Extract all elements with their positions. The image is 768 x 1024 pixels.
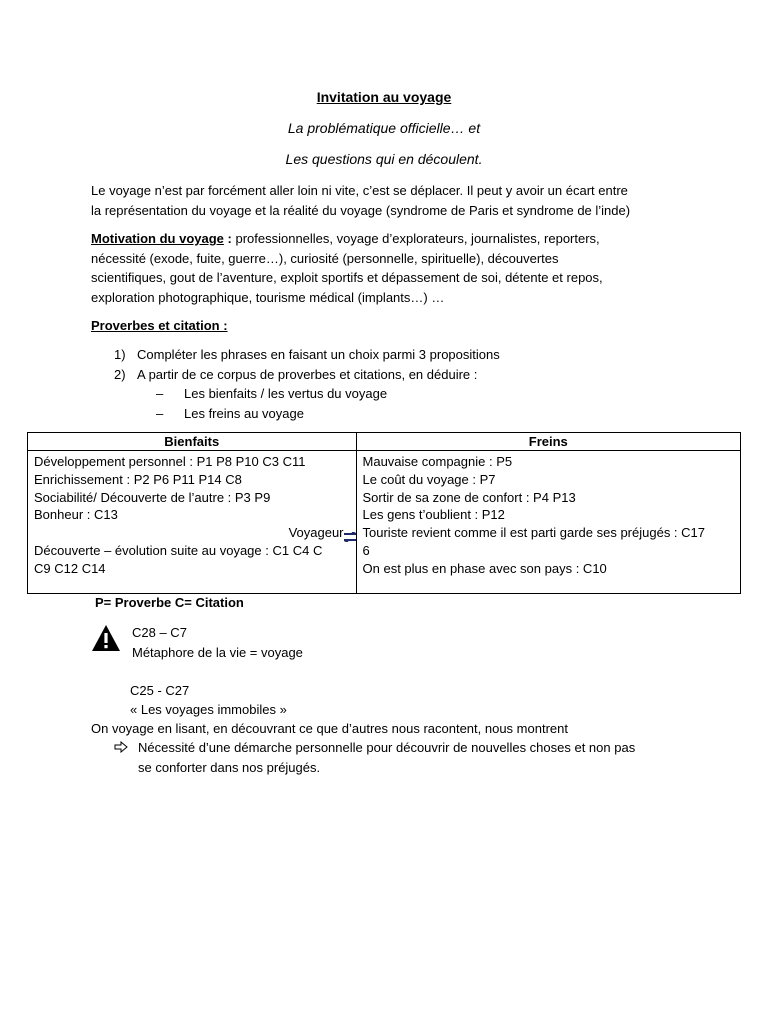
warning-line: C28 – C7 [132,625,187,640]
motivation-paragraph [91,229,691,307]
frein-item: 6 [362,542,370,558]
table-row [28,451,741,594]
motivation-text: professionnelles, voyage d’explorateurs, journalistes, reporters, [235,231,600,246]
voyageur-label: Voyageur [288,525,344,541]
bienfait-item: C9 C12 C14 [34,560,106,576]
motivation-sep: : [223,231,236,246]
frein-item: Sortir de sa zone de confort : P4 P13 [362,489,576,505]
arrow-line: se conforter dans nos préjugés. [138,759,321,775]
legend-text: P= Proverbe C= Citation [95,595,244,610]
proverbes-heading: Proverbes et citation : [91,318,228,333]
subtitle-questions: Les questions qui en découlent. [285,151,483,167]
motivation-line: exploration photographique, tourisme médical (implants…) … [91,289,445,305]
bienfaits-freins-table [27,432,741,594]
list-item [156,404,656,424]
column-header-bienfaits: Bienfaits [28,433,357,451]
conclusion-arrow-item [114,738,694,777]
arrow-text [138,738,635,777]
bienfait-item: Sociabilité/ Découverte de l’autre : P3 P9 [34,489,271,505]
arrow-right-icon [114,738,138,777]
citation-title: « Les voyages immobiles » [130,702,287,717]
frein-item: On est plus en phase avec son pays : C10 [362,560,607,576]
freins-cell [356,451,740,594]
conclusion-line: On voyage en lisant, en découvrant ce que d’autres nous racontent, nous montrent [91,721,568,736]
motivation-label: Motivation du voyage [91,231,224,246]
warning-icon [91,624,121,652]
bienfait-item: Enrichissement : P2 P6 P11 P14 C8 [34,471,242,487]
list-item [156,384,656,404]
list-text: Compléter les phrases en faisant un choix parmi 3 propositions [137,347,500,362]
page-title: Invitation au voyage [316,89,452,105]
bienfaits-cell [28,451,357,594]
dash-bullet: – [156,386,164,401]
frein-item: Mauvaise compagnie : P5 [362,454,513,469]
table-header-row [28,433,741,451]
voyages-immobiles-block [130,681,287,719]
warning-note [132,623,303,662]
motivation-line [91,229,691,249]
frein-item: Le coût du voyage : P7 [362,471,496,487]
bienfait-item: Développement personnel : P1 P8 P10 C3 C11 [34,454,306,469]
bienfait-item: Bonheur : C13 [34,507,118,523]
intro-line: Le voyage n’est par forcément aller loin ni vite, c’est se déplacer. Il peut y avoir un écart entre [91,183,628,198]
motivation-line: nécessité (exode, fuite, guerre…), curiosité (personnelle, spirituelle), découvertes [91,250,559,266]
subtitle-problematique: La problématique officielle… et [287,120,481,136]
frein-item: Les gens t’oublient : P12 [362,507,505,523]
arrow-line: Nécessité d’une démarche personnelle pour découvrir de nouvelles choses et non pas [138,740,636,755]
bienfait-item [34,524,356,542]
task-list [114,345,714,384]
list-number: 2) [114,366,126,382]
list-text: A partir de ce corpus de proverbes et citations, en déduire : [137,366,478,382]
intro-paragraph [91,181,691,220]
frein-item: Touriste revient comme il est parti garde ses préjugés : C17 [362,525,706,541]
swap-arrows-icon [344,529,356,539]
bienfait-item: Découverte – évolution suite au voyage : C1 C4 C [34,542,323,558]
column-header-freins: Freins [356,433,740,451]
list-text: Les bienfaits / les vertus du voyage [184,386,388,401]
dash-bullet: – [156,405,164,421]
citation-ref: C25 - C27 [130,683,190,698]
warning-line: Métaphore de la vie = voyage [132,644,303,660]
subtask-list [156,384,656,423]
list-number: 1) [114,347,126,362]
list-item [114,345,714,365]
intro-line: la représentation du voyage et la réalité du voyage (syndrome de Paris et syndrome de l’inde) [91,202,631,218]
motivation-line: scientifiques, gout de l’aventure, exploit sportifs et dépassement de soi, détente et repos, [91,270,603,285]
list-text: Les freins au voyage [184,405,304,421]
list-item [114,365,714,385]
